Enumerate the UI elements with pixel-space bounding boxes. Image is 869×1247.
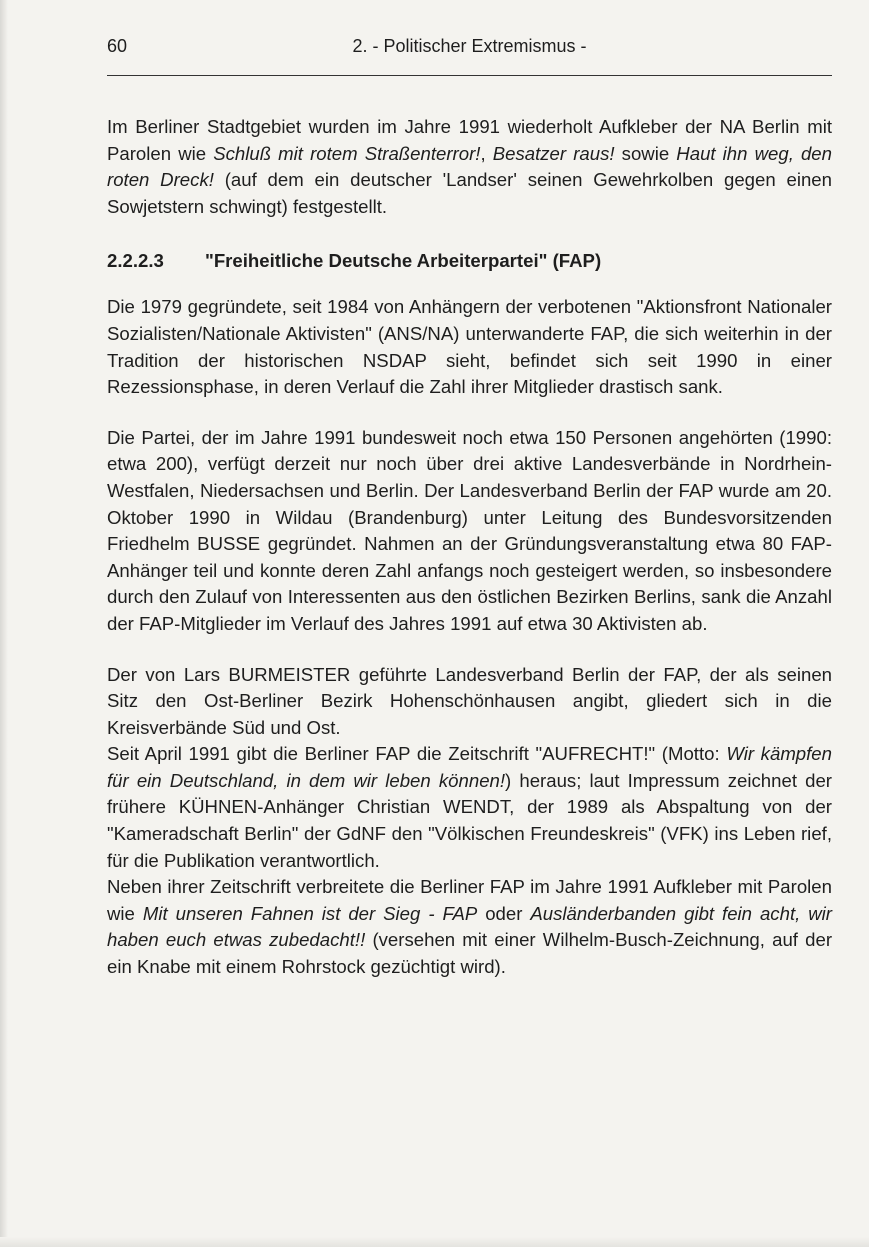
text-run: Seit April 1991 gibt die Berliner FAP die Zeitschrift "AUFRECHT!" (Motto: bbox=[107, 743, 727, 765]
scan-shadow-left bbox=[0, 0, 8, 1247]
text-run: , bbox=[480, 142, 493, 164]
running-title: 2. - Politischer Extremismus - bbox=[352, 36, 587, 56]
text-run: ) heraus; laut Impressum zeichnet der frühere KÜHNEN-Anhänger Christian WENDT, der 1989 als Abspaltung von der "Kameradschaft Berlin" der GdNF den "Völkischen Freundeskreis" (VFK) ins Leben rief, für die Publikation verantwortlich. bbox=[107, 769, 832, 871]
paragraph-fap-history: Die 1979 gegründete, seit 1984 von Anhängern der verbotenen "Aktionsfront Nationaler Sozialisten/Nationale Aktivisten" (ANS/NA) unterwanderte FAP, die sich weiterhin in der Tradition der historischen NSDAP sieht, befindet sich seit 1990 in einer Rezessionsphase, in deren Verlauf die Zahl ihrer Mitglieder drastisch sank. bbox=[107, 296, 832, 398]
page-number: 60 bbox=[107, 36, 128, 56]
page-body bbox=[107, 114, 832, 981]
text-run: Im Berliner Stadtgebiet wurden im Jahre 1991 wiederholt Aufkleber der NA Berlin mit Parolen wie bbox=[107, 116, 832, 164]
page-header bbox=[107, 36, 832, 64]
section-heading bbox=[107, 248, 832, 274]
paragraph-fap-stickers bbox=[107, 874, 832, 980]
scan-shadow-bottom bbox=[0, 1237, 869, 1247]
slogan-quote: Besatzer raus! bbox=[492, 142, 615, 164]
paragraph-aufrecht-magazine bbox=[107, 741, 832, 874]
paragraph-fap-membership: Die Partei, der im Jahre 1991 bundesweit noch etwa 150 Personen angehörten (1990: etwa 200), verfügt derzeit nur noch über drei aktive Landesverbände in Nordrhein-Westfalen, Niedersachsen und Berlin. Der Landesverband Berlin der FAP wurde am 20. Oktober 1990 in Wildau (Brandenburg) unter Leitung des Bundesvorsitzenden Friedhelm BUSSE gegründet. Nahmen an der Gründungsveranstaltung etwa 80 FAP-Anhänger teil und konnte deren Zahl anfangs noch gesteigert werden, so insbesondere durch den Zulauf von Interessenten aus den östlichen Bezirken Berlins, sank die Anzahl der FAP-Mitglieder im Verlauf des Jahres 1991 auf etwa 30 Aktivisten ab. bbox=[107, 426, 832, 634]
paragraph-na-stickers bbox=[107, 114, 832, 220]
section-title: "Freiheitliche Deutsche Arbeiterpartei" (FAP) bbox=[205, 250, 602, 272]
text-run: (auf dem ein deutscher 'Landser' seinen Gewehrkolben gegen einen Sowjetstern schwingt) festgestellt. bbox=[107, 169, 832, 217]
slogan-quote: Mit unseren Fahnen ist der Sieg - FAP bbox=[142, 902, 478, 924]
slogan-quote: Haut ihn weg, den roten Dreck! bbox=[107, 142, 832, 191]
slogan-quote: Ausländerbanden gibt fein acht, wir haben euch etwas zubedacht!! bbox=[107, 902, 832, 951]
motto-quote: Wir kämpfen für ein Deutschland, in dem wir leben können! bbox=[107, 743, 832, 791]
header-rule bbox=[107, 75, 832, 76]
section-number: 2.2.2.3 bbox=[107, 250, 164, 272]
slogan-quote: Schluß mit rotem Straßenterror! bbox=[213, 142, 481, 164]
text-run: (versehen mit einer Wilhelm-Busch-Zeichnung, auf der ein Knabe mit einem Rohrstock gezüchtigt wird). bbox=[107, 929, 833, 978]
text-run: oder bbox=[477, 902, 531, 924]
paragraph-berlin-branch: Der von Lars BURMEISTER geführte Landesverband Berlin der FAP, der als seinen Sitz den Ost-Berliner Bezirk Hohenschönhausen angibt, gliedert sich in die Kreisverbände Süd und Ost. bbox=[107, 663, 832, 738]
text-run: Neben ihrer Zeitschrift verbreitete die Berliner FAP im Jahre 1991 Aufkleber mit Parolen wie bbox=[107, 876, 832, 924]
text-run: sowie bbox=[614, 142, 677, 164]
